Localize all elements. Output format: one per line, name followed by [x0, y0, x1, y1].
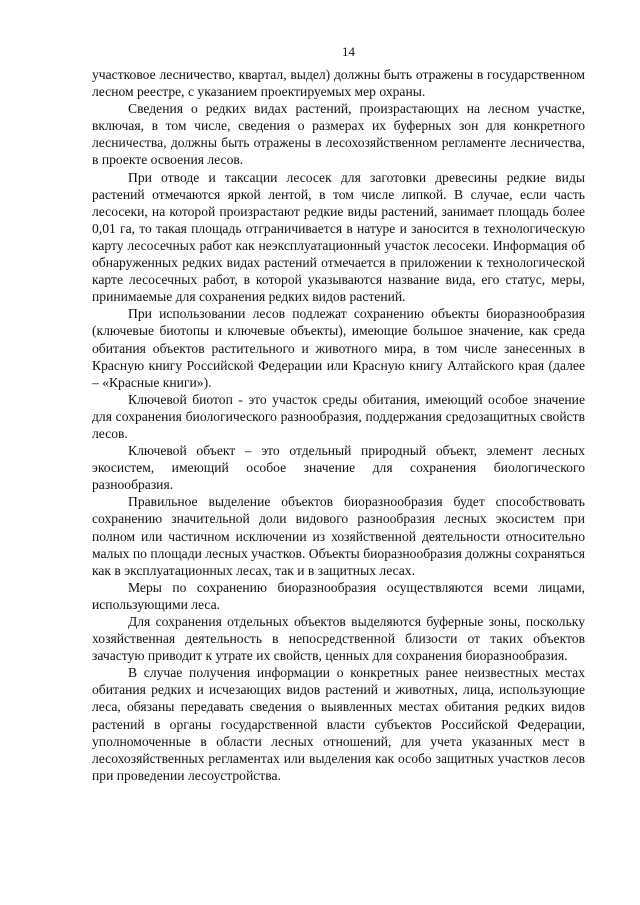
- page-number: 14: [342, 44, 355, 59]
- body-text: [92, 66, 585, 784]
- paragraph-new-habitats: В случае получения информации о конкретных ранее неизвестных местах обитания редких и исчезающих видов растений и животных, лица, использующие леса, обязаны передавать сведения о выявленных местах обитания редких видов растений в органы государственной власти субъектов Российской Федерации, уполномоченные в области лесных отношений, для учета указанных мест в лесохозяйственных регламентах или выделения как особо защитных участков лесов при проведении лесоустройства.: [92, 665, 585, 783]
- paragraph-cutting-area-allotment: При отводе и таксации лесосек для заготовки древесины редкие виды растений отмечаются яркой лентой, в том числе липкой. В случае, если часть лесосеки, на которой произрастают редкие виды растений, занимает площадь более 0,01 га, то такая площадь отграничивается в натуре и заносится в технологическую карту лесосечных работ как неэксплуатационный участок лесосеки. Информация об обнаруженных редких видах растений отмечается в приложении к технологической карте лесосечных работ, в которой указываются название вида, его статус, меры, принимаемые для сохранения редких видов растений.: [92, 169, 585, 305]
- paragraph-key-biotope: Ключевой биотоп - это участок среды обитания, имеющий особое значение для сохранения биологического разнообразия, поддержания средозащитных свойств лесов.: [92, 391, 585, 441]
- paragraph-rare-plants-info: Сведения о редких видах растений, произрастающих на лесном участке, включая, в том числе, сведения о размерах их буферных зон для конкретного лесничества, должны быть отражены в лесохозяйственном регламенте лесничества, в проекте освоения лесов.: [92, 101, 585, 168]
- paragraph-biodiversity-objects: При использовании лесов подлежат сохранению объекты биоразнообразия (ключевые биотопы и ключевые объекты), имеющие большое значение, как среда обитания объектов растительного и животного мира, в том числе занесенных в Красную книгу Российской Федерации или Красную книгу Алтайского края (далее – «Красные книги»).: [92, 306, 585, 390]
- paragraph-buffer-zones: Для сохранения отдельных объектов выделяются буферные зоны, поскольку хозяйственная деятельность в непосредственной близости от таких объектов зачастую приводит к утрате их свойств, ценных для сохранения биоразнообразия.: [92, 614, 585, 664]
- paragraph-correct-allocation: Правильное выделение объектов биоразнообразия будет способствовать сохранению значительной доли видового разнообразия лесных экосистем при полном или частичном исключении из хозяйственной деятельности относительно малых по площади лесных участков. Объекты биоразнообразия должны сохраняться как в эксплуатационных лесах, так и в защитных лесах.: [92, 494, 585, 578]
- paragraph-key-object: Ключевой объект – это отдельный природный объект, элемент лесных экосистем, имеющий особое значение для сохранения биологического разнообразия.: [92, 443, 585, 493]
- paragraph-continuation: участковое лесничество, квартал, выдел) должны быть отражены в государственном лесном реестре, с указанием проектируемых мер охраны.: [92, 67, 585, 100]
- paragraph-measures: Меры по сохранению биоразнообразия осуществляются всеми лицами, использующими леса.: [92, 579, 585, 612]
